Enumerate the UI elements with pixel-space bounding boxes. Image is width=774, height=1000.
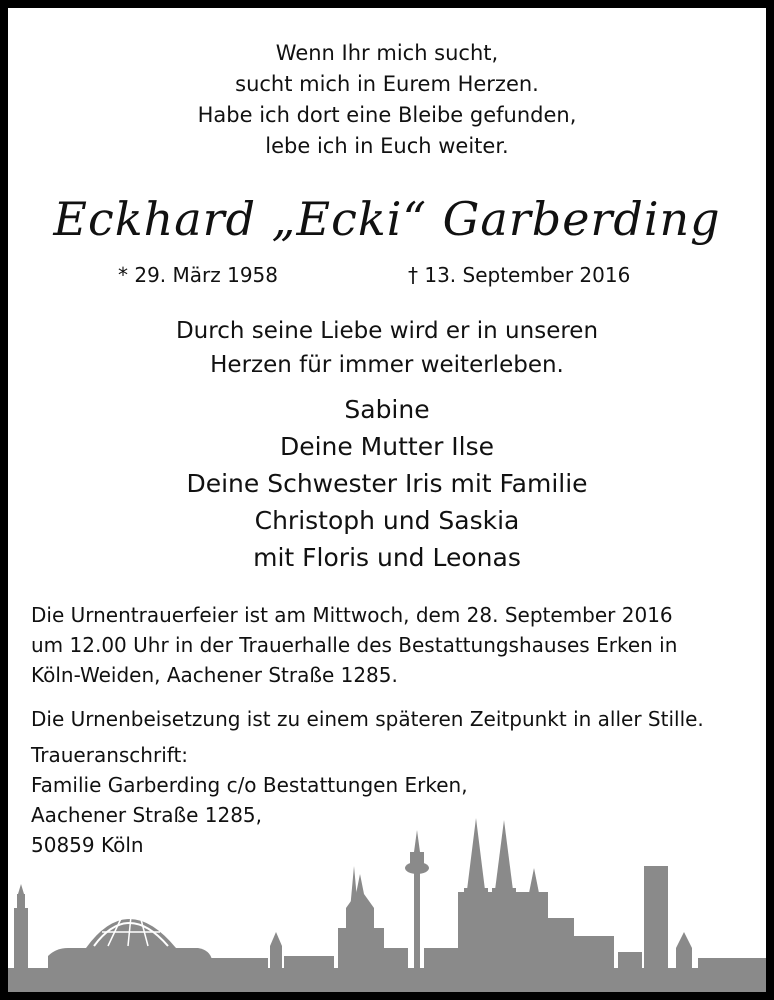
mourner: Deine Mutter Ilse xyxy=(279,432,495,461)
address-line: 50859 Köln xyxy=(31,833,144,857)
mourner: Deine Schwester Iris mit Familie xyxy=(186,469,588,498)
memorial-quote xyxy=(8,314,766,382)
birth-date: * 29. März 1958 xyxy=(118,263,279,287)
ceremony-line: Köln-Weiden, Aachener Straße 1285. xyxy=(31,663,398,687)
quote-line: Herzen für immer weiterleben. xyxy=(210,352,564,378)
poem-line: Habe ich dort eine Bleibe gefunden, xyxy=(197,103,577,127)
ceremony-line: um 12.00 Uhr in der Trauerhalle des Bestattungshauses Erken in xyxy=(31,633,678,657)
poem xyxy=(8,38,766,162)
mourners-list xyxy=(8,391,766,576)
ceremony-info xyxy=(31,600,749,690)
mourner: mit Floris und Leonas xyxy=(253,543,521,572)
burial-info: Die Urnenbeisetzung ist zu einem späteren Zeitpunkt in aller Stille. xyxy=(31,707,704,731)
death-date: † 13. September 2016 xyxy=(408,263,631,287)
ceremony-line: Die Urnentrauerfeier ist am Mittwoch, dem 28. September 2016 xyxy=(31,603,673,627)
quote-line: Durch seine Liebe wird er in unseren xyxy=(175,318,599,344)
poem-line: Wenn Ihr mich sucht, xyxy=(275,41,499,65)
address-line: Aachener Straße 1285, xyxy=(31,803,263,827)
address-line: Familie Garberding c/o Bestattungen Erken, xyxy=(31,773,468,797)
mourner: Sabine xyxy=(344,395,430,424)
mourner: Christoph und Saskia xyxy=(254,506,520,535)
poem-line: lebe ich in Euch weiter. xyxy=(265,134,509,158)
obituary-notice xyxy=(8,8,766,992)
poem-line: sucht mich in Eurem Herzen. xyxy=(235,72,539,96)
cologne-skyline-illustration xyxy=(8,808,766,992)
address-line: Traueranschrift: xyxy=(31,743,189,767)
deceased-name: Eckhard „Ecki“ Garberding xyxy=(53,192,721,246)
